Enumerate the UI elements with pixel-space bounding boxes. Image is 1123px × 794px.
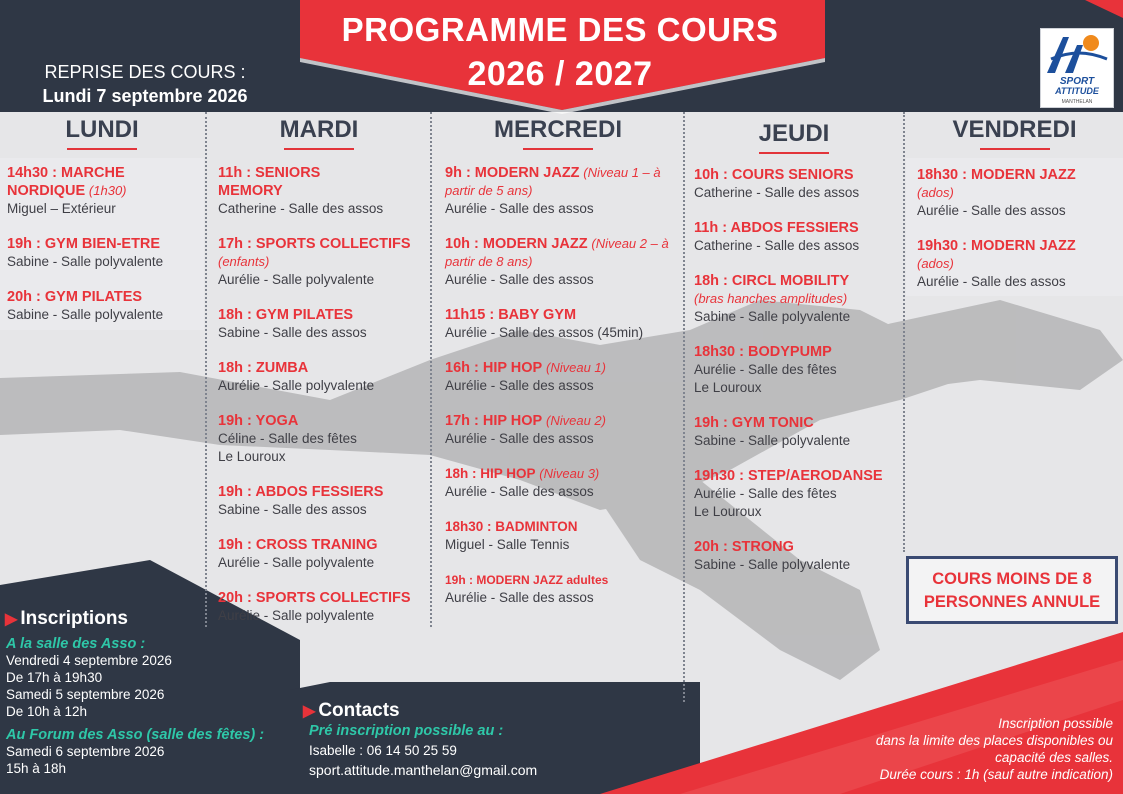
column-divider xyxy=(683,112,685,702)
day-header-mercredi xyxy=(433,116,683,150)
day-header-lundi xyxy=(0,116,204,150)
footer-note-line: capacité des salles. xyxy=(995,750,1113,765)
course-detail: Sabine - Salle polyvalente xyxy=(694,433,851,448)
course-title: 19h : ABDOS FESSIERS xyxy=(218,484,384,500)
course-item xyxy=(218,359,426,395)
course-detail: Catherine - Salle des assos xyxy=(218,201,384,216)
course-title: 16h : HIP HOP xyxy=(445,360,543,376)
course-detail: Le Louroux xyxy=(218,449,286,464)
notice-line-2: PERSONNES ANNULE xyxy=(923,593,1101,611)
course-item xyxy=(694,219,899,255)
inscriptions-place-1: A la salle des Asso : xyxy=(6,636,146,652)
course-item xyxy=(917,166,1117,220)
day-header-jeudi xyxy=(686,120,902,154)
course-note: (Niveau 3) xyxy=(539,466,600,481)
column-divider xyxy=(430,112,432,627)
contacts-pre: Pré inscription possible au : xyxy=(309,723,504,739)
course-title: 20h : STRONG xyxy=(694,539,794,555)
course-note: (Niveau 2 – à partir de 8 ans) xyxy=(445,236,669,269)
course-item xyxy=(694,414,899,450)
logo-place: MANTHELAN xyxy=(1061,99,1093,105)
course-item xyxy=(218,589,426,625)
course-title: 18h30 : BODYPUMP xyxy=(694,344,832,360)
title-line-2: 2026 / 2027 xyxy=(467,55,653,93)
course-note: (enfants) xyxy=(218,254,270,269)
inscriptions-line: Samedi 6 septembre 2026 xyxy=(6,744,165,759)
course-title: 10h : MODERN JAZZ xyxy=(445,236,588,252)
course-item xyxy=(445,465,673,501)
course-title: 20h : SPORTS COLLECTIFS xyxy=(218,590,411,606)
inscriptions-line: Vendredi 4 septembre 2026 xyxy=(6,653,172,668)
footer-note-line: Inscription possible xyxy=(998,716,1113,731)
inscriptions-line: De 17h à 19h30 xyxy=(6,670,103,685)
course-title: 18h : HIP HOP xyxy=(445,466,536,481)
logo-name: SPORT xyxy=(1059,76,1095,87)
course-item xyxy=(694,272,899,326)
course-item xyxy=(694,538,899,574)
course-detail: Céline - Salle des fêtes xyxy=(218,431,357,446)
lundi-column xyxy=(7,164,202,341)
course-item xyxy=(445,571,673,607)
column-divider xyxy=(903,112,905,552)
arrow-icon: ▶ xyxy=(5,611,18,628)
jeudi-column xyxy=(694,166,899,591)
course-detail: Aurélie - Salle des assos (45min) xyxy=(445,325,644,340)
footer-note-line: dans la limite des places disponibles ou xyxy=(875,733,1113,748)
cancellation-notice xyxy=(906,556,1118,624)
course-detail: Sabine - Salle polyvalente xyxy=(694,557,851,572)
reprise-label: REPRISE DES COURS : xyxy=(44,62,246,82)
day-label: JEUDI xyxy=(758,120,830,147)
course-title: 17h : HIP HOP xyxy=(445,413,543,429)
course-detail: Aurélie - Salle des assos xyxy=(917,274,1066,289)
course-detail: Sabine - Salle polyvalente xyxy=(7,307,164,322)
title-line-1: PROGRAMME DES COURS xyxy=(341,11,779,48)
course-detail: Aurélie - Salle des fêtes xyxy=(694,486,837,501)
course-detail: Aurélie - Salle des assos xyxy=(445,378,594,393)
course-title: 18h : ZUMBA xyxy=(218,360,309,376)
course-item xyxy=(445,235,673,289)
course-item xyxy=(218,235,426,289)
course-title: 9h : MODERN JAZZ xyxy=(445,165,580,181)
course-note: (Niveau 2) xyxy=(546,413,606,428)
course-item xyxy=(445,412,673,448)
course-item xyxy=(218,412,426,466)
course-note: (Niveau 1) xyxy=(546,360,606,375)
course-item xyxy=(694,467,899,521)
inscriptions-heading xyxy=(5,608,128,630)
course-item xyxy=(694,343,899,397)
course-item xyxy=(7,235,202,271)
course-title: 19h : GYM TONIC xyxy=(694,415,814,431)
course-title: 11h15 : BABY GYM xyxy=(445,307,577,323)
course-detail: Aurélie - Salle des assos xyxy=(445,484,594,499)
course-note: (bras hanches amplitudes) xyxy=(694,291,848,306)
course-title: 18h : CIRCL MOBILITY xyxy=(694,273,850,289)
footer-note-line: Durée cours : 1h (sauf autre indication) xyxy=(879,767,1113,782)
footer-note xyxy=(813,715,1113,783)
inscriptions-place-2: Au Forum des Asso (salle des fêtes) : xyxy=(6,727,265,743)
course-detail: Aurélie - Salle des assos xyxy=(445,590,594,605)
course-item xyxy=(218,536,426,572)
arrow-icon: ▶ xyxy=(303,703,316,720)
sport-attitude-logo xyxy=(1040,28,1114,108)
course-detail: Le Louroux xyxy=(694,504,762,519)
day-header-mardi xyxy=(208,116,430,150)
course-detail: Miguel – Extérieur xyxy=(7,201,116,216)
course-item xyxy=(7,288,202,324)
day-label: MARDI xyxy=(279,116,359,143)
inscriptions-line: De 10h à 12h xyxy=(6,704,88,719)
mardi-column xyxy=(218,164,426,642)
course-detail: Catherine - Salle des assos xyxy=(694,185,860,200)
course-note: (ados) xyxy=(917,256,954,271)
reprise-block xyxy=(10,60,280,108)
day-label: VENDREDI xyxy=(952,116,1077,143)
course-detail: Sabine - Salle des assos xyxy=(218,502,367,517)
course-detail: Aurélie - Salle polyvalente xyxy=(218,272,375,287)
day-label: LUNDI xyxy=(65,116,139,143)
course-detail: Catherine - Salle des assos xyxy=(694,238,860,253)
course-item xyxy=(445,359,673,395)
course-detail: Aurélie - Salle des assos xyxy=(917,203,1066,218)
course-title: 10h : COURS SENIORS xyxy=(694,167,854,183)
course-item xyxy=(218,164,426,218)
course-title: 14h30 : MARCHE NORDIQUE xyxy=(7,165,125,199)
course-item xyxy=(445,306,673,342)
contacts-block xyxy=(309,723,689,779)
course-title: 19h30 : STEP/AERODANSE xyxy=(694,468,883,484)
course-title: 18h30 : BADMINTON xyxy=(445,519,578,534)
course-title: 19h : GYM BIEN-ETRE xyxy=(7,236,161,252)
inscriptions-block xyxy=(6,636,296,777)
course-detail: Aurélie - Salle polyvalente xyxy=(218,555,375,570)
course-detail: Le Louroux xyxy=(694,380,762,395)
course-title: 20h : GYM PILATES xyxy=(7,289,143,305)
course-title: 19h : MODERN JAZZ adultes xyxy=(445,573,609,587)
inscriptions-line: Samedi 5 septembre 2026 xyxy=(6,687,165,702)
course-note: (1h30) xyxy=(88,183,127,198)
course-item xyxy=(694,166,899,202)
course-item xyxy=(917,237,1117,291)
notice-line-1: COURS MOINS DE 8 xyxy=(932,570,1092,588)
course-title: 11h : ABDOS FESSIERS xyxy=(694,220,859,236)
course-title: 17h : SPORTS COLLECTIFS xyxy=(218,236,411,252)
vendredi-column xyxy=(917,166,1117,308)
course-title: 19h : CROSS TRANING xyxy=(218,537,378,553)
contacts-heading-text: Contacts xyxy=(318,700,400,721)
logo-emblem-icon xyxy=(1041,29,1113,77)
course-detail: Aurélie - Salle polyvalente xyxy=(218,608,375,623)
course-note: (Niveau 1 – à partir de 5 ans) xyxy=(445,165,661,198)
course-title: 11h : SENIORS MEMORY xyxy=(218,165,321,199)
course-detail: Sabine - Salle polyvalente xyxy=(694,309,851,324)
course-detail: Aurélie - Salle des assos xyxy=(445,201,594,216)
course-title: 19h : YOGA xyxy=(218,413,299,429)
course-item xyxy=(218,483,426,519)
course-item xyxy=(7,164,202,218)
inscriptions-heading-text: Inscriptions xyxy=(20,608,128,629)
course-title: 18h : GYM PILATES xyxy=(218,307,354,323)
course-detail: Sabine - Salle polyvalente xyxy=(7,254,164,269)
inscriptions-line: 15h à 18h xyxy=(6,761,67,776)
contacts-heading xyxy=(303,700,400,722)
course-item xyxy=(218,306,426,342)
course-detail: Aurélie - Salle des assos xyxy=(445,431,594,446)
course-item xyxy=(445,164,673,218)
course-detail: Aurélie - Salle des assos xyxy=(445,272,594,287)
logo-name-2: ATTITUDE xyxy=(1055,86,1099,96)
course-title: 19h30 : MODERN JAZZ xyxy=(917,238,1076,254)
day-label: MERCREDI xyxy=(493,116,622,143)
course-detail: Miguel - Salle Tennis xyxy=(445,537,570,552)
reprise-date: Lundi 7 septembre 2026 xyxy=(42,86,248,106)
course-item xyxy=(445,518,673,554)
page-title xyxy=(300,8,820,96)
course-detail: Aurélie - Salle des fêtes xyxy=(694,362,837,377)
course-detail: Sabine - Salle des assos xyxy=(218,325,367,340)
course-detail: Aurélie - Salle polyvalente xyxy=(218,378,375,393)
course-title: 18h30 : MODERN JAZZ xyxy=(917,167,1076,183)
mercredi-column xyxy=(445,164,673,624)
column-divider xyxy=(205,112,207,627)
day-header-vendredi xyxy=(906,116,1123,150)
contacts-phone: Isabelle : 06 14 50 25 59 xyxy=(309,743,457,758)
contacts-email[interactable]: sport.attitude.manthelan@gmail.com xyxy=(309,762,538,778)
course-note: (ados) xyxy=(917,185,954,200)
